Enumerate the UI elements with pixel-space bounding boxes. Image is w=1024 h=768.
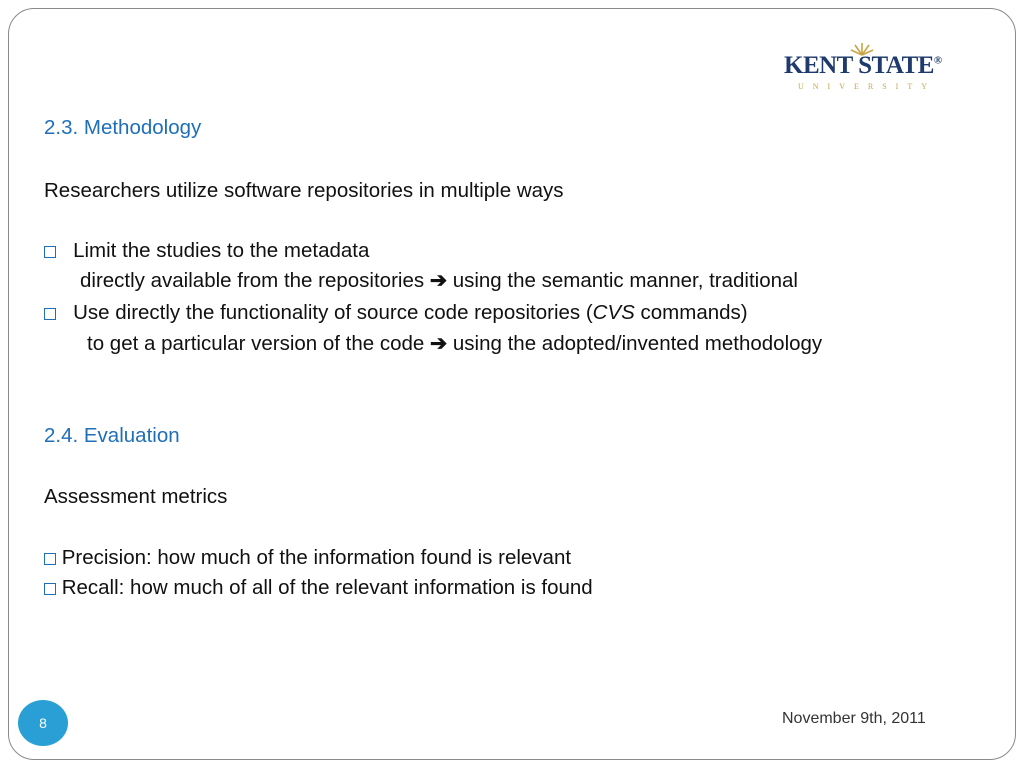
methodology-item-2: Use directly the functionality of source code repositories (CVS commands) bbox=[44, 301, 748, 325]
methodology-item-1 bbox=[44, 239, 369, 263]
evaluation-item-1: Precision: how much of the information found is relevant bbox=[44, 546, 571, 570]
arrow-right-icon: ➔ bbox=[430, 332, 448, 355]
cvs-term: CVS bbox=[592, 301, 635, 324]
evaluation-item-2: Recall: how much of all of the relevant information is found bbox=[44, 576, 593, 600]
page-number-badge: 8 bbox=[18, 700, 68, 746]
evaluation-heading: 2.4. Evaluation bbox=[44, 424, 180, 447]
checkbox-bullet-icon bbox=[44, 246, 56, 258]
checkbox-bullet-icon bbox=[44, 583, 56, 595]
checkbox-bullet-icon bbox=[44, 308, 56, 320]
registered-mark: ® bbox=[933, 54, 942, 67]
item-text: Limit the studies to the metadata bbox=[73, 239, 370, 262]
checkbox-bullet-icon bbox=[44, 553, 56, 565]
methodology-intro: Researchers utilize software repositories in multiple ways bbox=[44, 179, 564, 202]
kent-state-logo bbox=[784, 42, 960, 92]
methodology-heading: 2.3. Methodology bbox=[44, 116, 202, 139]
logo-subtitle: UNIVERSITY bbox=[798, 82, 936, 91]
evaluation-intro: Assessment metrics bbox=[44, 485, 228, 508]
logo-wordmark: KENT STATE® bbox=[784, 52, 942, 79]
methodology-item-2-detail: to get a particular version of the code ➔ using the adopted/invented methodology bbox=[87, 332, 823, 355]
arrow-right-icon: ➔ bbox=[429, 269, 447, 292]
footer-date: November 9th, 2011 bbox=[782, 710, 926, 727]
methodology-item-1-detail: directly available from the repositories ➔ using the semantic manner, traditional bbox=[80, 269, 798, 292]
